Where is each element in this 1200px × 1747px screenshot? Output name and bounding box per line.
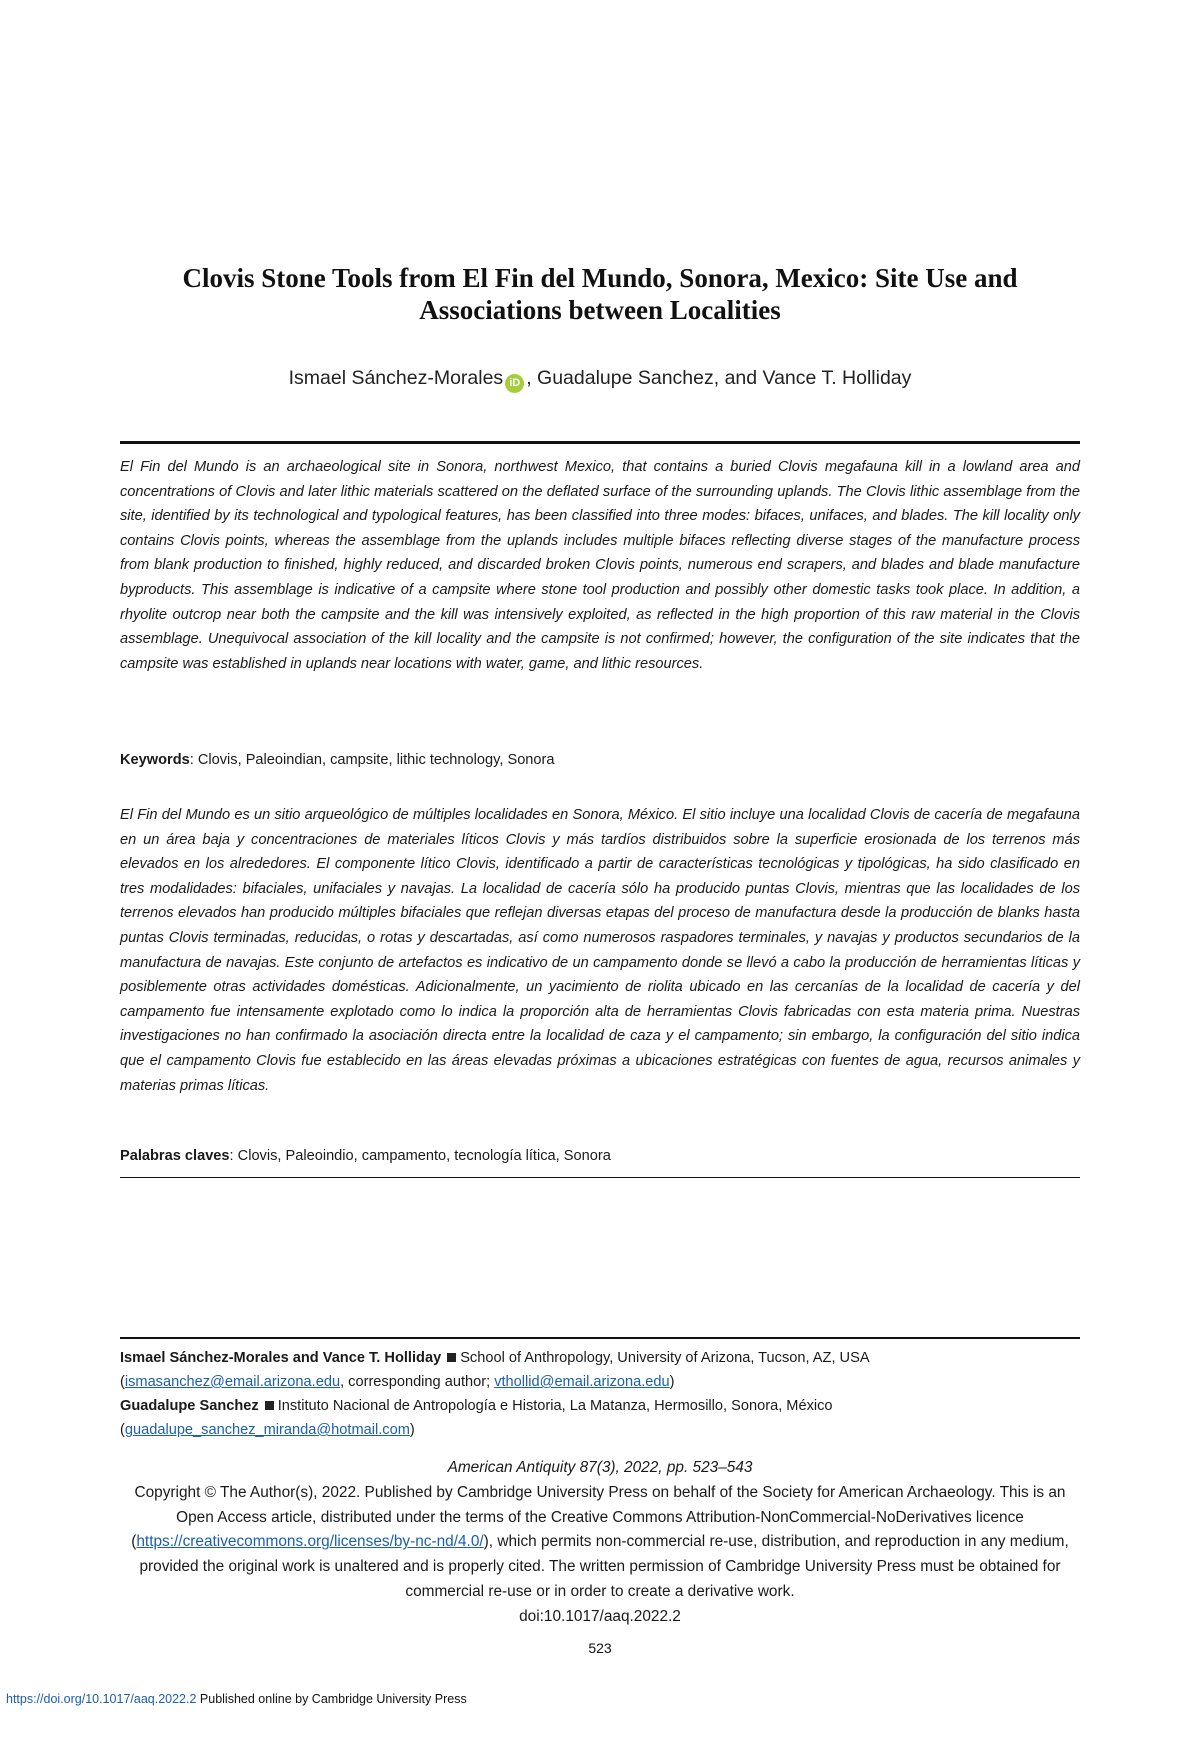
doi-footer-link[interactable]: https://doi.org/10.1017/aaq.2022.2 <box>6 1692 197 1706</box>
keywords-value: : Clovis, Paleoindian, campsite, lithic technology, Sonora <box>189 752 555 768</box>
copyright-notice <box>120 1481 1080 1605</box>
citation-block <box>120 1456 1080 1630</box>
abstract-spanish <box>120 803 1080 1098</box>
abstract-bottom-rule <box>120 1177 1080 1178</box>
publisher-footer <box>6 1692 1106 1706</box>
affiliation-1-emails <box>120 1370 1080 1394</box>
abstract-english <box>120 455 1080 676</box>
affiliation-2-email <box>120 1418 1080 1442</box>
top-rule <box>120 441 1080 444</box>
email-link-guadalupe[interactable]: guadalupe_sanchez_miranda@hotmail.com <box>124 1422 410 1438</box>
affiliation-rule <box>120 1337 1080 1339</box>
paren-close: ) <box>669 1374 675 1390</box>
keywords-english <box>120 750 1080 770</box>
copyright-text-start: Copyright © The Author(s), 2022. Published by Cambridge University Press on behalf of the Society for American Archaeology. This is an Open Access article, distributed under the terms of the Creative Commons Attribution-NonCommercial-NoDerivatives licence ( <box>131 1483 1066 1551</box>
license-link[interactable]: https://creativecommons.org/licenses/by-nc-nd/4.0/ <box>136 1533 484 1551</box>
copyright-text-end: ), which permits non-commercial re-use, distribution, and reproduction in any medium, provided the original work is unaltered and is properly cited. The written permission of Cambridge University Press must be obtained for commercial re-use or in order to create a derivative work. <box>139 1533 1069 1600</box>
article-title <box>120 262 1080 326</box>
abstract-english-text: El Fin del Mundo is an archaeological site in Sonora, northwest Mexico, that contains a buried Clovis megafauna kill in a lowland area and concentrations of Clovis and later lithic materials scattered on the deflated surface of the surrounding uplands. The Clovis lithic assemblage from the site, identified by its technological and typological features, has been classified into three modes: bifaces, unifaces, and blades. The kill locality only contains Clovis points, whereas the assemblage from the uplands includes multiple bifaces reflecting diverse stages of the manufacture process from blank production to finished, highly reduced, and discarded broken Clovis points, numerous end scrapers, and blades and blade manufacture byproducts. This assemblage is indicative of a campsite where stone tool production and possibly other domestic tasks took place. In addition, a rhyolite outcrop near both the campsite and the kill was intensively exploited, as reflected in the high proportion of this raw material in the Clovis assemblage. Unequivocal association of the kill locality and the campsite is not confirmed; however, the configuration of the site indicates that the campsite was established in uplands near locations with water, game, and lithic resources. <box>120 459 1080 672</box>
palabras-claves-value: : Clovis, Paleoindio, campamento, tecnología lítica, Sonora <box>229 1148 611 1164</box>
affiliations <box>120 1346 1080 1442</box>
author-first: Ismael Sánchez-Morales <box>288 367 504 389</box>
square-bullet-icon <box>447 1353 456 1362</box>
affiliation-2 <box>120 1394 1080 1418</box>
keywords-label: Keywords <box>120 752 190 768</box>
corresponding-note: , corresponding author; <box>340 1374 495 1390</box>
email-link-ismasanchez[interactable]: ismasanchez@email.arizona.edu <box>124 1374 341 1390</box>
square-bullet-icon <box>265 1401 274 1410</box>
keywords-spanish <box>120 1146 1080 1166</box>
affiliation-2-names: Guadalupe Sanchez <box>120 1398 259 1414</box>
affiliation-1-institution: School of Anthropology, University of Arizona, Tucson, AZ, USA <box>460 1350 870 1366</box>
journal-citation: American Antiquity 87(3), 2022, pp. 523–543 <box>447 1459 753 1476</box>
affiliation-1 <box>120 1346 1080 1370</box>
paren-close: ) <box>409 1422 415 1438</box>
article-title-line-2: Associations between Localities <box>419 295 781 325</box>
article-title-line-1: Clovis Stone Tools from El Fin del Mundo, Sonora, Mexico: Site Use and <box>182 263 1018 293</box>
orcid-icon[interactable]: iD <box>505 374 524 393</box>
abstract-spanish-text: El Fin del Mundo es un sitio arqueológico de múltiples localidades en Sonora, México. El sitio incluye una localidad Clovis de cacería de megafauna en un área baja y concentraciones de materiales líticos Clovis y más tardíos distribuidos sobre la superficie erosionada de los terrenos más elevados en los alrededores. El componente lítico Clovis, identificado a partir de características tecnológicas y tipológicas, ha sido clasificado en tres modalidades: bifaciales, unifaciales y navajas. La localidad de cacería sólo ha producido puntas Clovis, mientras que las localidades de los terrenos elevados han producido múltiples bifaciales que reflejan diversas etapas del proceso de manufactura desde la producción de blanks hasta puntas Clovis terminadas, reducidas, o rotas y descartadas, así como numerosos raspadores terminales, y navajas y productos secundarios de la manufactura de navajas. Este conjunto de artefactos es indicativo de un campamento donde se llevó a cabo la producción de herramientas líticas y posiblemente otras actividades domésticas. Adicionalmente, un yacimiento de riolita ubicado en las cercanías de la localidad de cacería y del campamento fue intensamente explotado como lo indica la proporción alta de herramientas Clovis fabricadas con esta materia prima. Nuestras investigaciones no han confirmado la asociación directa entre la localidad de caza y el campamento; sin embargo, la configuración del sitio indica que el campamento Clovis fue establecido en las áreas elevadas próximas a ubicaciones estratégicas con fuentes de agua, recursos animales y materias primas líticas. <box>120 807 1080 1094</box>
email-link-vthollid[interactable]: vthollid@email.arizona.edu <box>494 1374 670 1390</box>
author-list <box>120 366 1080 393</box>
affiliation-1-names: Ismael Sánchez-Morales and Vance T. Holliday <box>120 1350 442 1366</box>
affiliation-2-institution: Instituto Nacional de Antropología e Historia, La Matanza, Hermosillo, Sonora, México <box>277 1398 833 1414</box>
author-rest: , Guadalupe Sanchez, and Vance T. Holliday <box>526 367 912 389</box>
paren-open: ( <box>120 1422 125 1438</box>
doi-line: doi:10.1017/aaq.2022.2 <box>519 1607 681 1625</box>
palabras-claves-label: Palabras claves <box>120 1148 230 1164</box>
paren-open: ( <box>120 1374 125 1390</box>
published-online-text: Published online by Cambridge University Press <box>196 1692 467 1706</box>
page-number: 523 <box>588 1640 612 1656</box>
